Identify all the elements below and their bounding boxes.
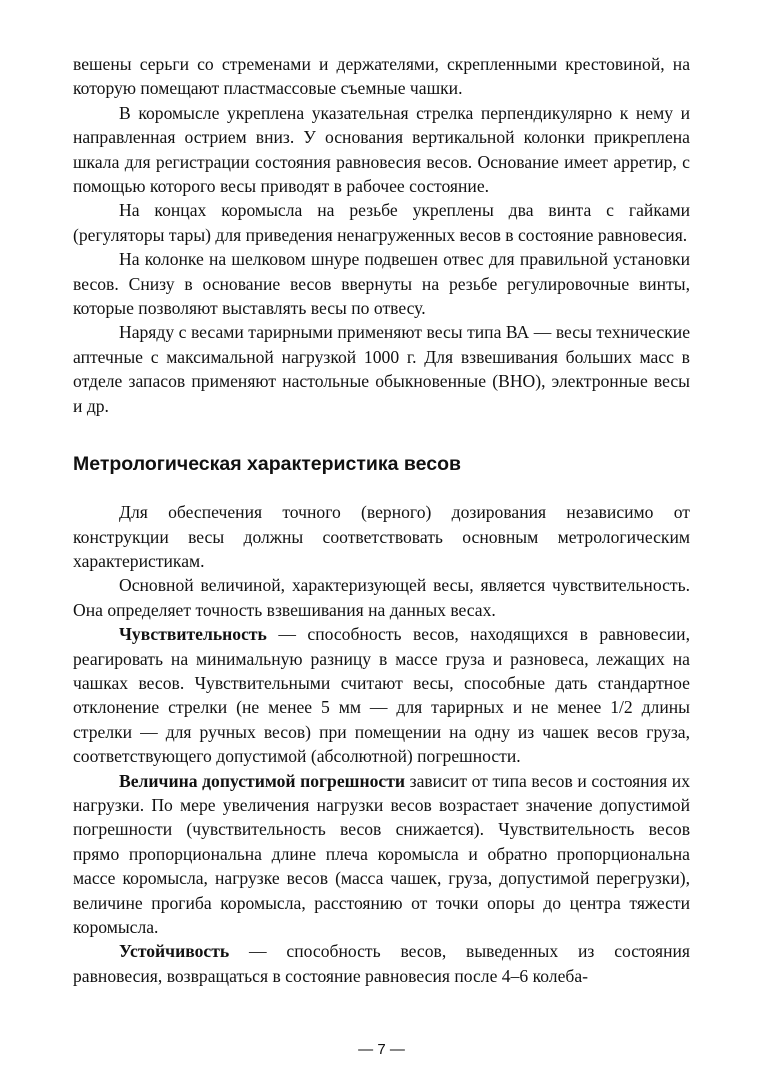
term-definition: — способность весов, находящихся в равновесии, реагировать на минимальную разницу в массе груза и разновеса, лежащих на чашках весов. Чувствительными считают весы, способные дать стандартное отклонение стрелки (не менее 5 мм — для тарирных и не менее 1/2 длины стрелки — для ручных весов) при помещении на одну из чашек весов груза, соответствующего допустимой (абсолютной) погрешности. (73, 624, 690, 767)
term-paragraph-tolerance (73, 769, 690, 940)
body-paragraph: Основной величиной, характеризующей весы, является чувствительность. Она определяет точность взвешивания на данных весах. (73, 575, 690, 620)
term-tolerance: Величина допустимой погрешности (119, 770, 406, 791)
page-body (73, 52, 690, 988)
body-paragraph: В коромысле укреплена указательная стрелка перпендикулярно к нему и направленная острием вниз. У основания вертикальной колонки прикреплена шкала для регистрации состояния равновесия весов. Основание имеет арретир, с помощью которого весы приводят в рабочее состояние. (73, 102, 690, 197)
term-sensitivity: Чувствительность (119, 624, 267, 645)
term-paragraph-stability (73, 939, 690, 988)
body-paragraph: Наряду с весами тарирными применяют весы типа ВА — весы технические аптечные с максимальной нагрузкой 1000 г. Для взвешивания больших масс в отделе запасов применяют настольные обыкновенные (ВНО), электронные весы и др. (73, 322, 690, 416)
term-definition: — способность весов, выведенных из состояния равновесия, возвращаться в состояние равновесия после 4–6 колеба- (73, 941, 690, 986)
body-paragraph: Для обеспечения точного (верного) дозирования независимо от конструкции весы должны соответствовать основным метрологическим характеристикам. (73, 502, 690, 571)
term-paragraph-sensitivity (73, 622, 690, 768)
body-paragraph: На концах коромысла на резьбе укреплены два винта с гайками (регуляторы тары) для приведения ненагруженных весов в состояние равновесия. (73, 200, 690, 245)
term-definition: зависит от типа весов и состояния их нагрузки. По мере увеличения нагрузки весов возрастает значение допустимой погрешности (чувствительность весов снижается). Чувствительность весов прямо пропорциональна длине плеча коромысла и обратно пропорциональна массе коромысла, нагрузке весов (масса чашек, груза, допустимой перегрузки), величине прогиба коромысла, расстоянию от точки опоры до центра тяжести коромысла. (73, 770, 690, 937)
page-number: — 7 — (358, 1041, 405, 1058)
term-stability: Устойчивость (119, 941, 230, 962)
body-paragraph: вешены серьги со стременами и держателями, скрепленными крестовиной, на которую помещают пластмассовые съемные чашки. (73, 54, 690, 99)
section-heading: Метрологическая характеристика весов (73, 453, 461, 476)
body-paragraph: На колонке на шелковом шнуре подвешен отвес для правильной установки весов. Снизу в основание весов ввернуты на резьбе регулировочные винты, которые позволяют выставлять весы по отвесу. (73, 249, 690, 319)
